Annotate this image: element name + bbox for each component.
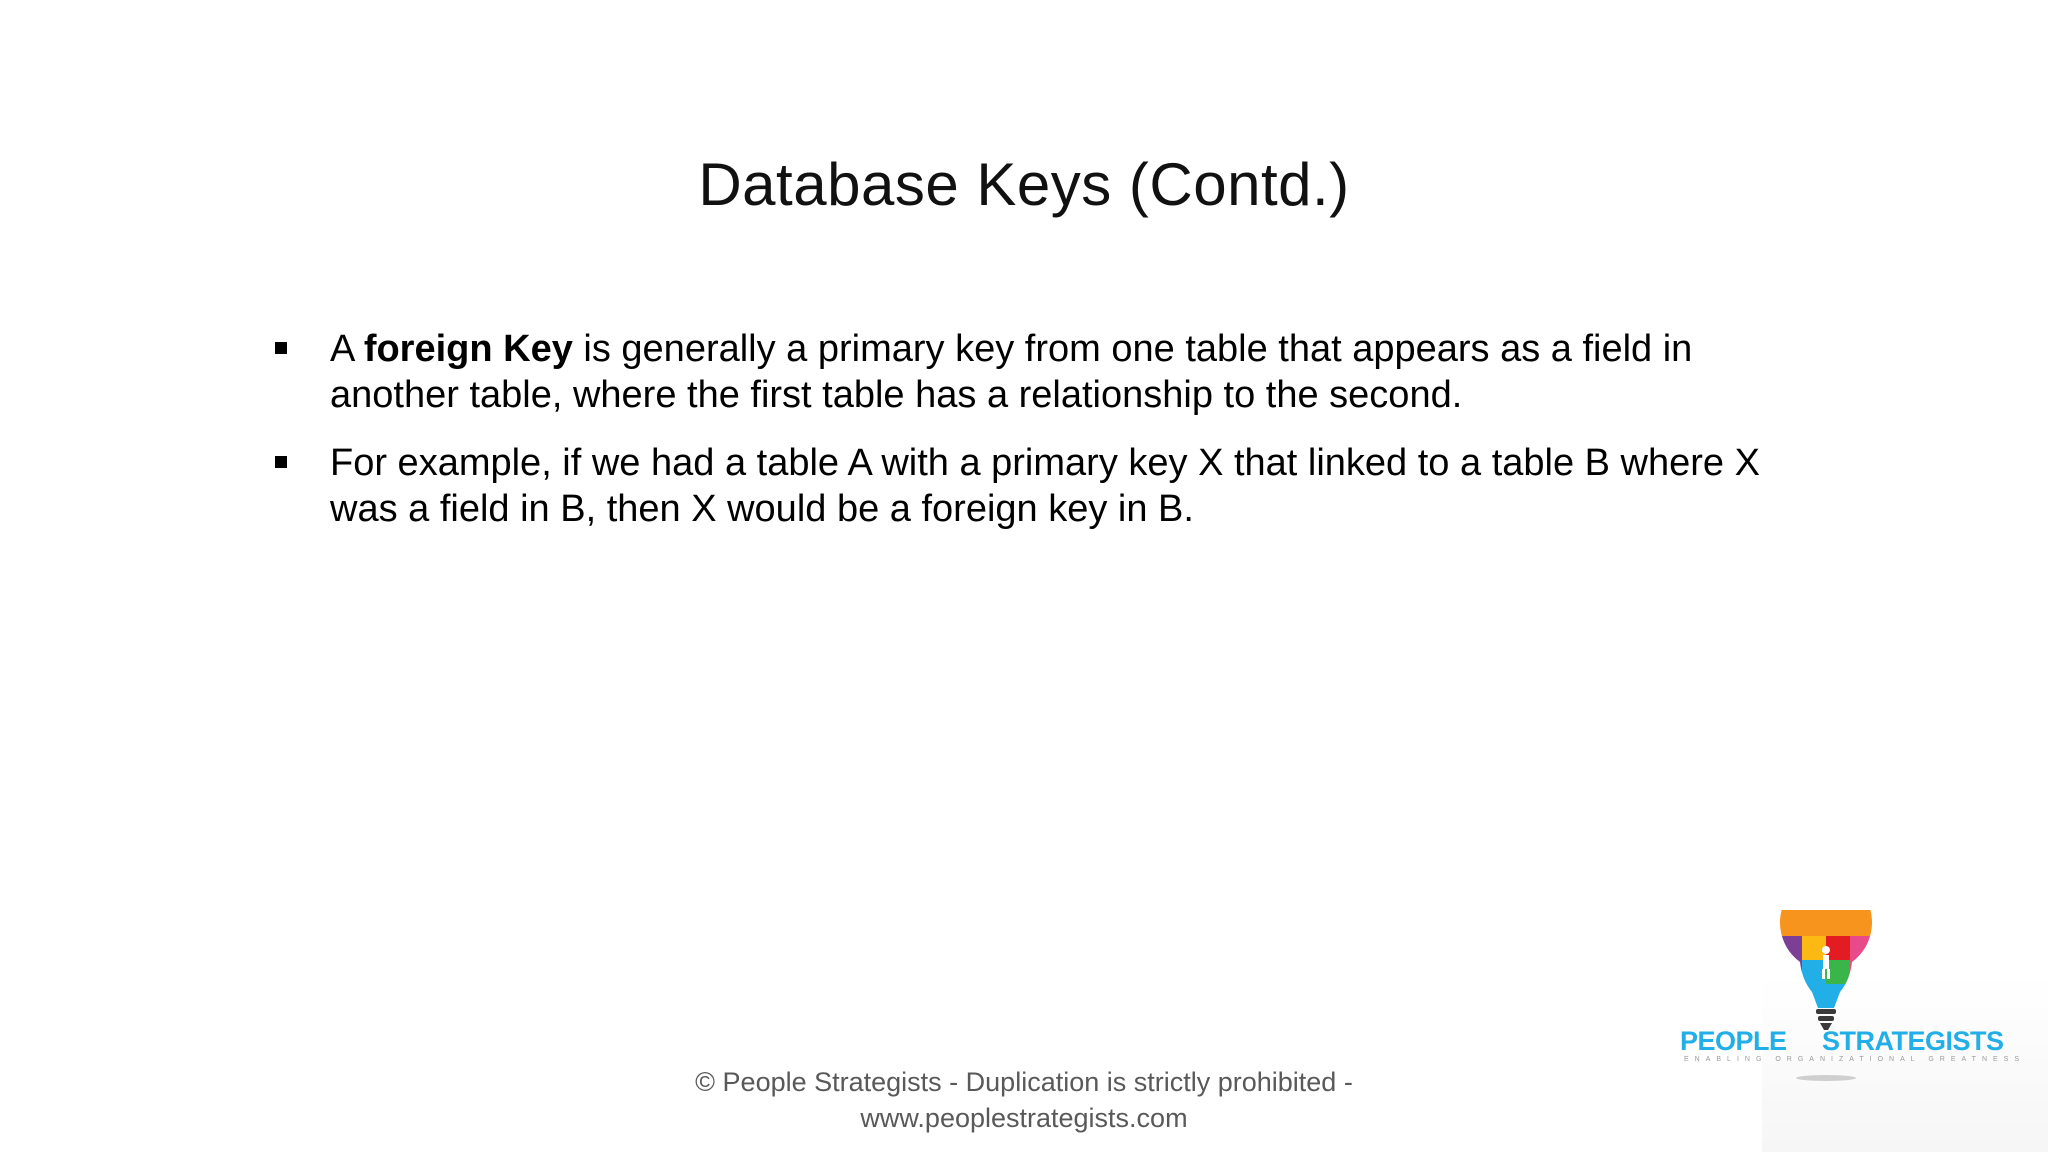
bullet-item	[272, 440, 1792, 532]
company-logo	[1676, 910, 2026, 1090]
footer-line-1: © People Strategists - Duplication is strictly prohibited -	[695, 1067, 1353, 1097]
bullet-list	[272, 326, 1792, 554]
logo-tagline: ENABLING ORGANIZATIONAL GREATNESS	[1684, 1056, 2026, 1063]
slide-title: Database Keys (Contd.)	[698, 151, 1350, 218]
lightbulb-puzzle-icon	[1676, 910, 2026, 1090]
footer-line-2: www.peoplestrategists.com	[860, 1103, 1188, 1133]
bullet-text-rest: is generally a primary key from one table that appears as a field in another table, where the first table has a relationship to the second.	[330, 328, 1693, 416]
bullet-text: For example, if we had a table A with a primary key X that linked to a table B where X was a field in B, then X would be a foreign key in B.	[330, 442, 1760, 530]
bullet-text-prefix: A	[330, 328, 364, 370]
bullet-square-icon	[275, 342, 287, 354]
bullet-square-icon	[275, 456, 287, 468]
logo-word-people: PEOPLE	[1680, 1026, 1787, 1056]
bullet-text-bold: foreign Key	[363, 328, 573, 370]
logo-word-strategists: STRATEGISTS	[1822, 1026, 2004, 1056]
bullet-item	[272, 326, 1792, 418]
